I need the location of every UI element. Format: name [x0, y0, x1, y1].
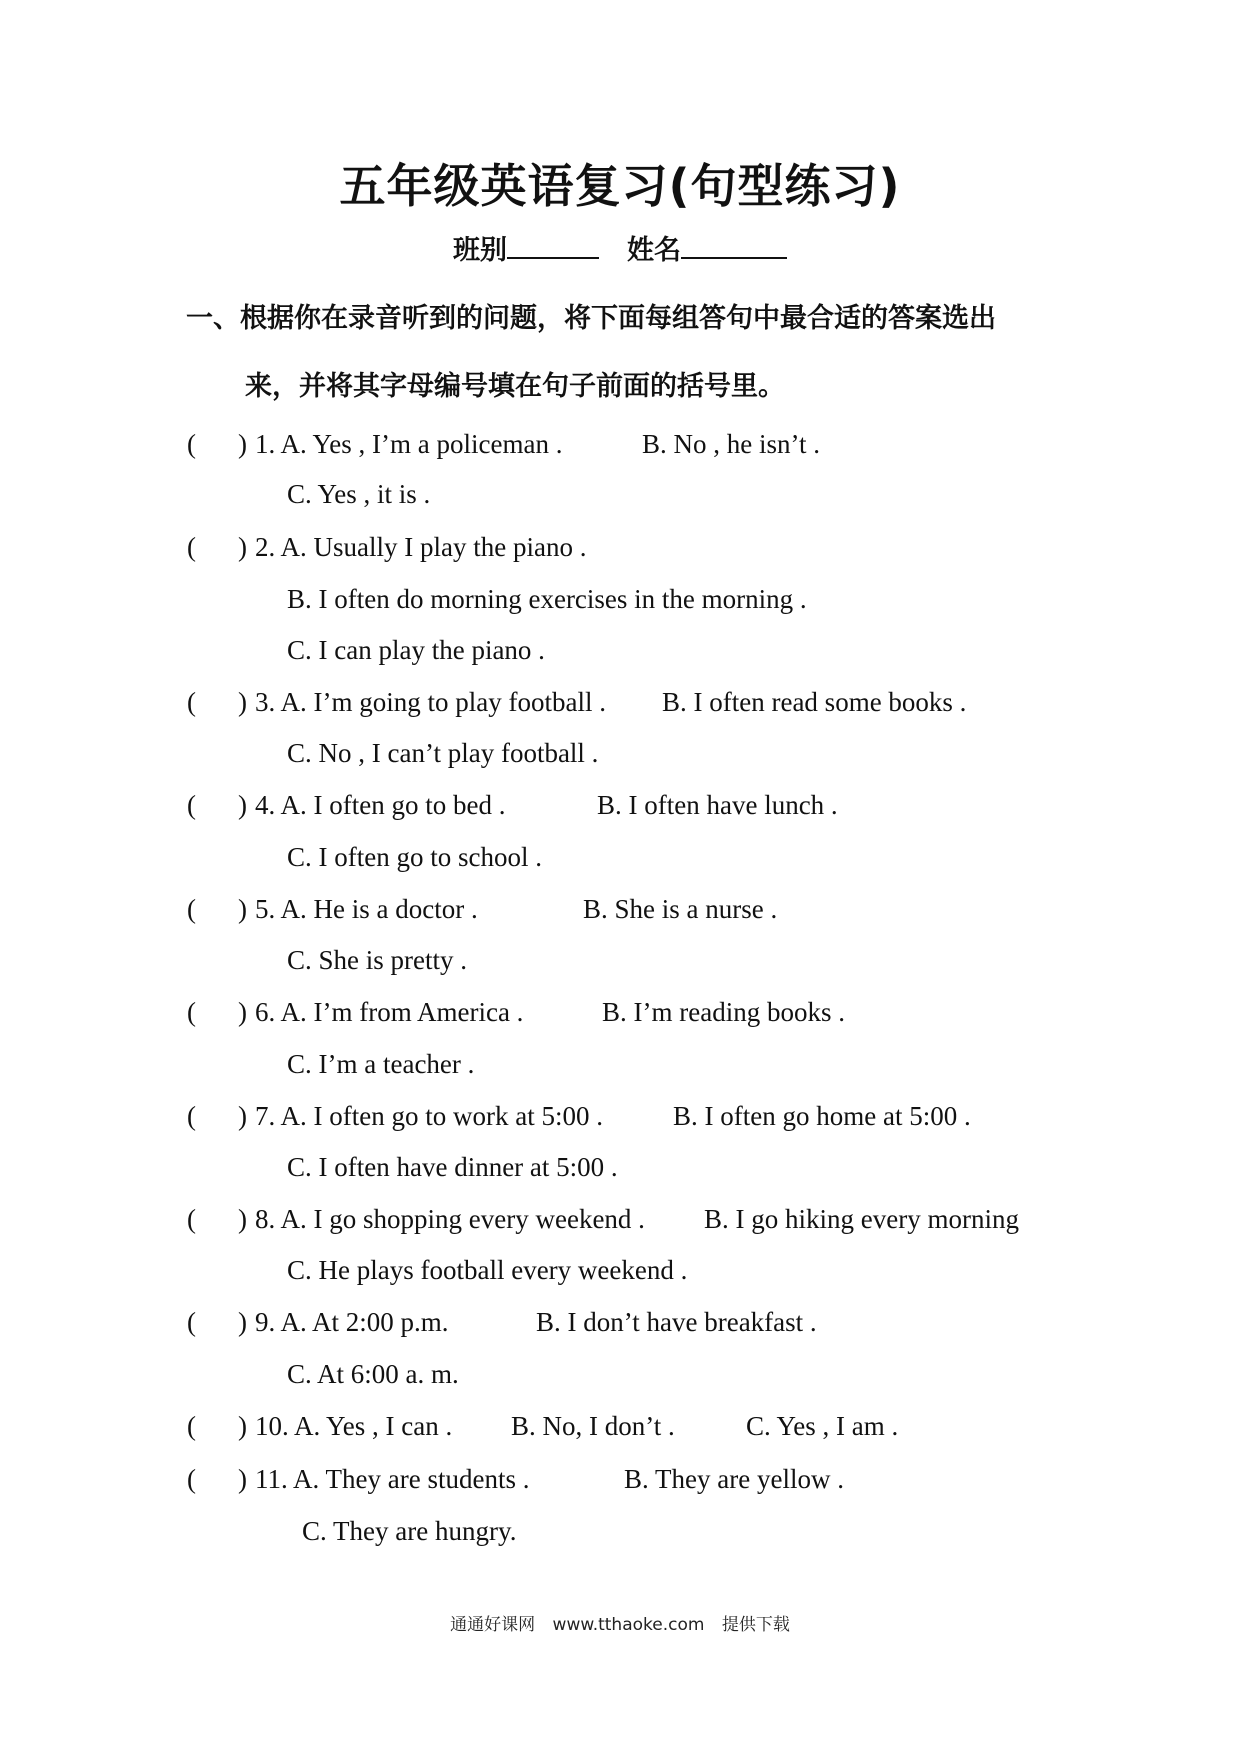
- option-a: A. I often go to bed .: [280, 790, 506, 820]
- section-heading-line1: 一、根据你在录音听到的问题，将下面每组答句中最合适的答案选出: [186, 303, 996, 334]
- answer-paren-open: (: [187, 1464, 196, 1494]
- option-b: B. I often do morning exercises in the morning .: [287, 584, 807, 614]
- question-number: 9.: [255, 1307, 276, 1337]
- option-c: C. At 6:00 a. m.: [287, 1359, 459, 1389]
- answer-paren-close: ): [238, 997, 247, 1027]
- page-title: 五年级英语复习(句型练习): [339, 159, 901, 213]
- question-number: 4.: [255, 790, 276, 820]
- option-b: B. She is a nurse .: [583, 894, 778, 924]
- footer-site-name: 通通好课网: [450, 1615, 536, 1635]
- option-b: B. I often have lunch .: [597, 790, 838, 820]
- option-c: C. I often go to school .: [287, 842, 542, 872]
- option-b: B. I go hiking every morning: [704, 1204, 1019, 1234]
- question-number: 6.: [255, 997, 276, 1027]
- section-heading-line2: 来，并将其字母编号填在句子前面的括号里。: [245, 371, 785, 402]
- class-blank: [507, 231, 599, 259]
- answer-paren-close: ): [238, 790, 247, 820]
- answer-paren-open: (: [187, 997, 196, 1027]
- footer-url: www.tthaoke.com: [552, 1615, 705, 1635]
- option-c: C. No , I can’t play football .: [287, 738, 599, 768]
- answer-paren-open: (: [187, 894, 196, 924]
- answer-paren-close: ): [238, 1101, 247, 1131]
- question-number: 5.: [255, 894, 276, 924]
- option-a: A. He is a doctor .: [280, 894, 478, 924]
- answer-paren-close: ): [238, 1204, 247, 1234]
- answer-paren-close: ): [238, 532, 247, 562]
- name-blank: [681, 231, 787, 259]
- option-b: B. I don’t have breakfast .: [536, 1307, 817, 1337]
- answer-paren-open: (: [187, 687, 196, 717]
- answer-paren-close: ): [238, 687, 247, 717]
- option-a: A. Yes , I’m a policeman .: [280, 429, 563, 459]
- question-number: 2.: [255, 532, 276, 562]
- option-a: A. I go shopping every weekend .: [280, 1204, 645, 1234]
- answer-paren-open: (: [187, 1307, 196, 1337]
- option-c: C. They are hungry.: [302, 1516, 517, 1546]
- question-number: 7.: [255, 1101, 276, 1131]
- option-c: C. Yes , I am .: [746, 1411, 899, 1441]
- option-a: A. At 2:00 p.m.: [280, 1307, 449, 1337]
- option-c: C. I often have dinner at 5:00 .: [287, 1152, 618, 1182]
- name-label: 姓名: [627, 235, 681, 266]
- question-number: 11.: [255, 1464, 288, 1494]
- answer-paren-open: (: [187, 1411, 196, 1441]
- page-footer: [0, 1610, 1240, 1635]
- answer-paren-open: (: [187, 1204, 196, 1234]
- option-c: C. He plays football every weekend .: [287, 1255, 688, 1285]
- option-c: C. I’m a teacher .: [287, 1049, 475, 1079]
- footer-note: 提供下载: [721, 1615, 790, 1635]
- answer-paren-close: ): [238, 894, 247, 924]
- class-label: 班别: [453, 235, 507, 266]
- option-c: C. Yes , it is .: [287, 479, 431, 509]
- answer-paren-open: (: [187, 790, 196, 820]
- answer-paren-close: ): [238, 1464, 247, 1494]
- student-info: [0, 228, 1240, 267]
- option-a: A. I’m going to play football .: [280, 687, 606, 717]
- question-number: 10.: [255, 1411, 289, 1441]
- option-a: A. Usually I play the piano .: [280, 532, 587, 562]
- question-number: 3.: [255, 687, 276, 717]
- answer-paren-close: ): [238, 1307, 247, 1337]
- question-number: 1.: [255, 429, 276, 459]
- option-b: B. I often go home at 5:00 .: [673, 1101, 971, 1131]
- answer-paren-open: (: [187, 532, 196, 562]
- question-number: 8.: [255, 1204, 276, 1234]
- option-c: C. I can play the piano .: [287, 635, 545, 665]
- option-b: B. They are yellow .: [624, 1464, 844, 1494]
- option-b: B. No , he isn’t .: [642, 429, 821, 459]
- option-b: B. I’m reading books .: [602, 997, 845, 1027]
- option-a: A. They are students .: [293, 1464, 530, 1494]
- answer-paren-close: ): [238, 1411, 247, 1441]
- option-b: B. I often read some books .: [662, 687, 967, 717]
- answer-paren-open: (: [187, 1101, 196, 1131]
- option-c: C. She is pretty .: [287, 945, 467, 975]
- answer-paren-open: (: [187, 429, 196, 459]
- answer-paren-close: ): [238, 429, 247, 459]
- option-a: A. I often go to work at 5:00 .: [280, 1101, 603, 1131]
- option-a: A. Yes , I can .: [294, 1411, 453, 1441]
- option-a: A. I’m from America .: [280, 997, 524, 1027]
- option-b: B. No, I don’t .: [511, 1411, 675, 1441]
